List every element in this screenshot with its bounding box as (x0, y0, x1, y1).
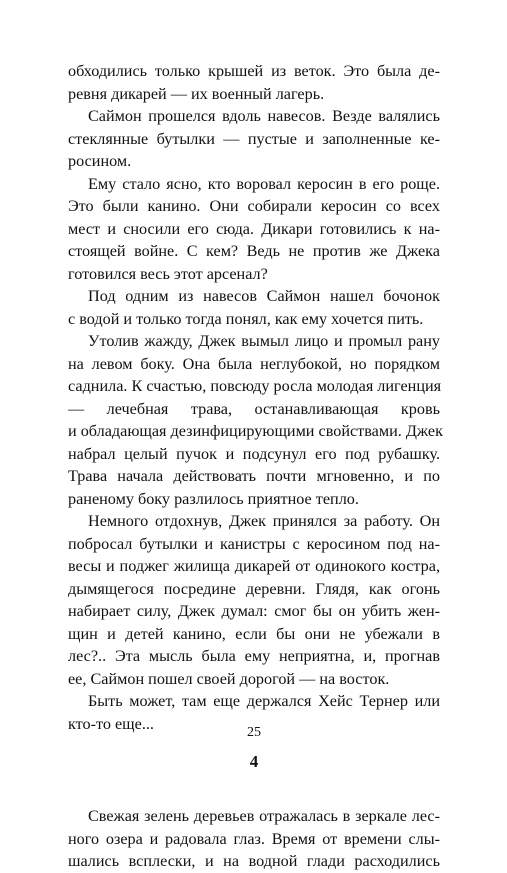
text-line: ного озера и радовала глаз. Время от времени слы- (68, 829, 440, 848)
text-line: весы и поджег жилища дикарей от одинокого костра, (68, 557, 440, 575)
text-line: Это были канино. Они собирали керосин со всех (68, 197, 440, 215)
text-line: с водой и только тогда понял, как ему хочется пить. (68, 309, 424, 328)
text-line: Немного отдохнув, Джек принялся за работу. Он (88, 512, 440, 530)
text-line: кто-то еще... (68, 714, 154, 733)
page-number: 25 (247, 725, 261, 740)
text-line: мест и сносили его сюда. Дикари готовились к на- (68, 219, 440, 238)
body-text (68, 60, 443, 735)
text-line: Саймон прошелся вдоль навесов. Везде валялись (88, 107, 440, 125)
text-line: стоящей войне. С кем? Ведь не против же Джека (68, 242, 440, 260)
text-line: щин и детей канино, если бы они не убежали в (68, 624, 440, 643)
text-line: раненому боку разлилось приятное тепло. (68, 489, 359, 508)
text-line: дымящегося посредине деревни. Глядя, как огонь (68, 579, 440, 598)
text-line: Под одним из навесов Саймон нашел бочонок (88, 287, 440, 305)
text-line: побросал бутылки и канистры с керосином под на- (68, 534, 440, 553)
text-line: ее, Саймон пошел своей дорогой — на восток. (68, 669, 390, 688)
text-line: ревня дикарей — их военный лагерь. (68, 84, 325, 103)
text-line: росином. (68, 152, 132, 170)
text-line: стеклянные бутылки — пустые и заполненные ке- (68, 129, 440, 148)
text-line: готовился весь этот арсенал? (68, 264, 268, 283)
chapter-body-text (68, 805, 440, 873)
text-line: — лечебная трава, останавливающая кровь (68, 399, 440, 418)
text-line: шались всплески, и на водной глади расходились (68, 852, 440, 870)
text-line: набирает силу, Джек думал: смог бы он убить жен- (68, 602, 440, 620)
chapter-number: 4 (249, 752, 259, 771)
text-line: набрал целый пучок и подсунул его под рубашку. (68, 444, 440, 463)
text-line: Утолив жажду, Джек вымыл лицо и промыл рану (88, 332, 440, 350)
text-line: саднила. К счастью, повсюду росла молодая лигенция (68, 377, 442, 395)
text-line: обходились только крышей из веток. Это была де- (68, 62, 440, 80)
book-page (68, 60, 443, 870)
text-line: Свежая зелень деревьев отражалась в зеркале лес- (88, 807, 440, 825)
text-line: на левом боку. Она была неглубокой, но порядком (68, 354, 440, 373)
text-line: Ему стало ясно, кто воровал керосин в его роще. (88, 174, 440, 193)
text-line: Быть может, там еще держался Хейс Тернер или (88, 692, 440, 710)
text-line: лес?.. Эта мысль была ему неприятна, и, прогнав (68, 647, 440, 665)
text-line: и обладающая дезинфицирующими свойствами. Джек (68, 422, 443, 440)
text-line: Трава начала действовать почти мгновенно, и по (68, 467, 440, 485)
